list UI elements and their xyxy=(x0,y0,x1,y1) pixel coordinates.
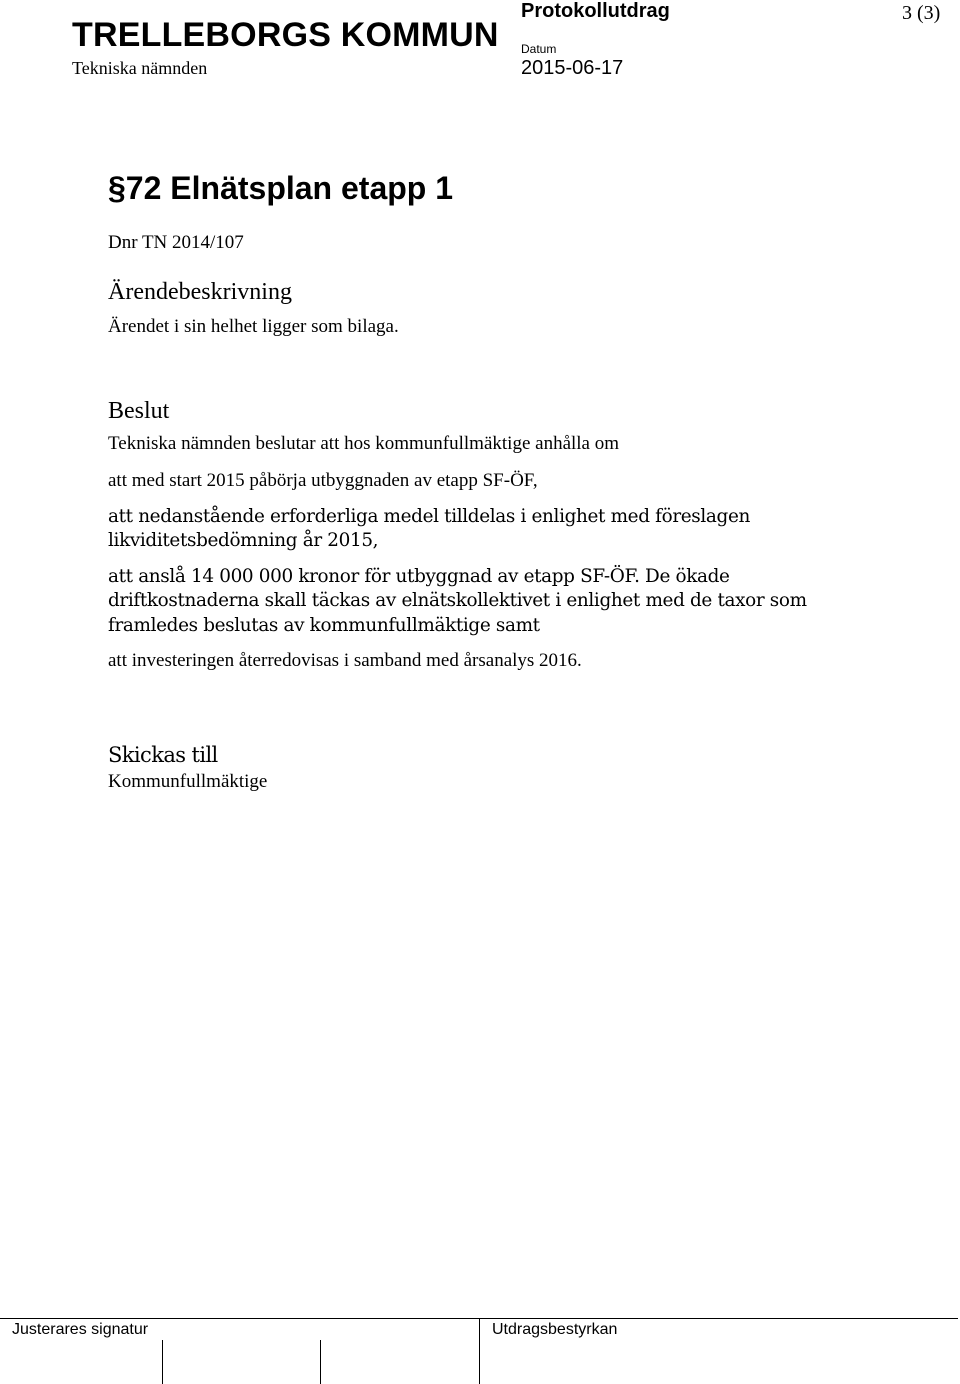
page-number: 3 (3) xyxy=(902,2,941,24)
beslut-line-4b: driftkostnaderna skall täckas av elnätskollektivet i enlighet med de taxor som xyxy=(108,590,807,611)
arendebeskrivning-text: Ärendet i sin helhet ligger som bilaga. xyxy=(108,316,399,337)
department-name: Tekniska nämnden xyxy=(72,58,208,78)
signature-box-divider xyxy=(162,1340,163,1384)
beslut-line-1: Tekniska nämnden beslutar att hos kommunfullmäktige anhålla om xyxy=(108,433,620,454)
beslut-line-3b: likviditetsbedömning år 2015, xyxy=(108,530,379,551)
extract-label: Utdragsbestyrkan xyxy=(492,1321,618,1338)
heading-skickas-till: Skickas till xyxy=(108,743,218,767)
beslut-line-4a: att anslå 14 000 000 kronor för utbyggnad av etapp SF-ÖF. De ökade xyxy=(108,566,730,587)
organization-name: TRELLEBORGS KOMMUN xyxy=(72,16,499,54)
diary-number: Dnr TN 2014/107 xyxy=(108,232,244,253)
date-label: Datum xyxy=(521,42,557,56)
recipient: Kommunfullmäktige xyxy=(108,771,268,792)
footer-divider xyxy=(479,1318,480,1384)
beslut-line-5: att investeringen återredovisas i samband med årsanalys 2016. xyxy=(108,650,582,671)
beslut-line-3a: att nedanstående erforderliga medel tilldelas i enlighet med föreslagen xyxy=(108,506,750,527)
signature-label: Justerares signatur xyxy=(12,1321,149,1338)
heading-beslut: Beslut xyxy=(108,398,170,424)
section-title: §72 Elnätsplan etapp 1 xyxy=(108,170,454,206)
heading-arendebeskrivning: Ärendebeskrivning xyxy=(108,279,292,305)
beslut-line-2: att med start 2015 påbörja utbyggnaden av etapp SF-ÖF, xyxy=(108,470,538,491)
document-type: Protokollutdrag xyxy=(521,0,670,22)
date-value: 2015-06-17 xyxy=(521,57,624,79)
beslut-line-4c: framledes beslutas av kommunfullmäktige samt xyxy=(108,615,540,636)
signature-box-divider xyxy=(320,1340,321,1384)
